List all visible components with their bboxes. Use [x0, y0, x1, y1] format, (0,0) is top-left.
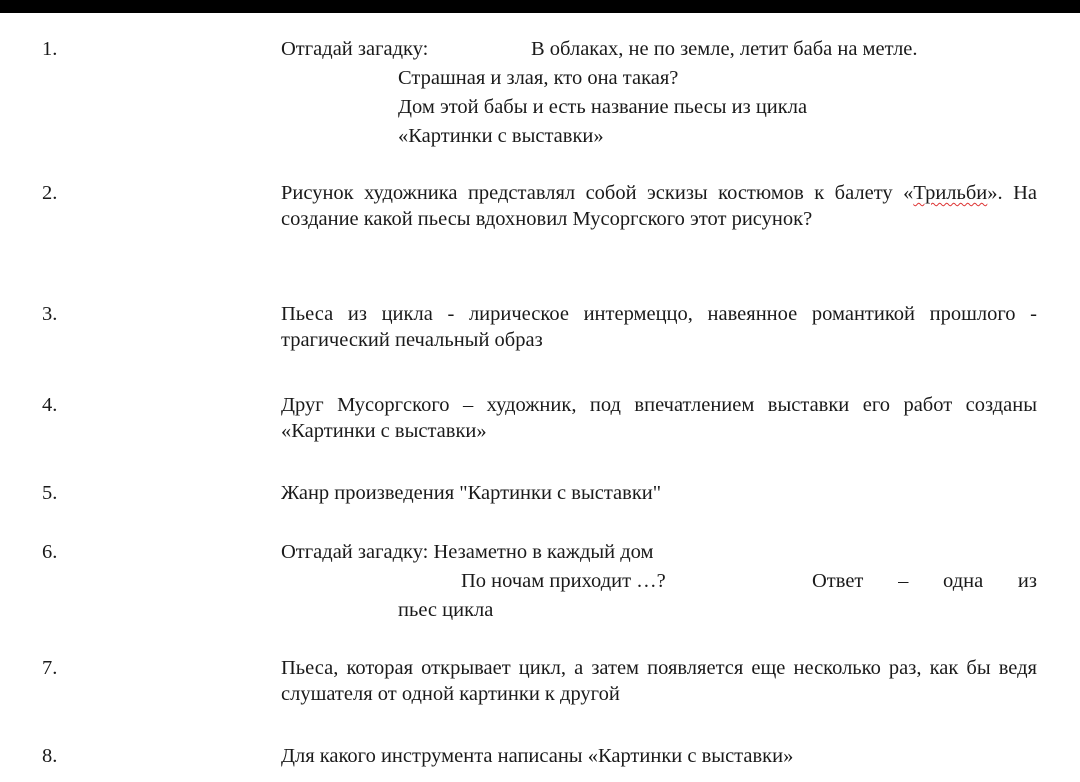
spellcheck-word: Трильби [913, 182, 988, 204]
question-text: Пьеса из цикла - лирическое интермеццо, навеянное романтикой прошлого - трагический печальный образ [281, 303, 1037, 351]
question-text-part: ». На создание какой пьесы вдохновил Мусоргского этот рисунок? [281, 182, 1037, 230]
question-number: 5. [42, 482, 58, 504]
question-text: Друг Мусоргского – художник, под впечатлением выставки его работ созданы «Картинки с выставки» [281, 394, 1037, 442]
riddle-line: Страшная и злая, кто она такая? [398, 67, 679, 89]
question-text: Пьеса, которая открывает цикл, а затем появляется еще несколько раз, как бы ведя слушателя от одной картинки к другой [281, 657, 1037, 705]
question-number: 4. [42, 394, 58, 416]
riddle-prefix: Отгадай загадку: [281, 38, 429, 60]
riddle-line: пьес цикла [398, 599, 494, 621]
riddle-line: «Картинки с выставки» [398, 125, 604, 147]
question-number: 3. [42, 303, 58, 325]
question-number: 6. [42, 541, 58, 563]
riddle-line: По ночам приходит …? [461, 570, 666, 592]
riddle-line: В облаках, не по земле, летит баба на метле. [531, 38, 918, 60]
answer-hint: Ответ – одна из [812, 570, 1037, 592]
riddle-line: Отгадай загадку: Незаметно в каждый дом [281, 541, 654, 563]
question-text-part: Рисунок художника представлял собой эскизы костюмов к балету « [281, 182, 914, 204]
riddle-line: Дом этой бабы и есть название пьесы из цикла [398, 96, 808, 118]
question-number: 8. [42, 745, 58, 767]
top-bar [0, 0, 1080, 13]
question-number: 1. [42, 38, 58, 60]
question-text: Для какого инструмента написаны «Картинки с выставки» [281, 745, 794, 767]
question-text: Жанр произведения "Картинки с выставки" [281, 482, 662, 504]
question-number: 2. [42, 182, 58, 204]
question-text [281, 180, 1037, 232]
question-number: 7. [42, 657, 58, 679]
